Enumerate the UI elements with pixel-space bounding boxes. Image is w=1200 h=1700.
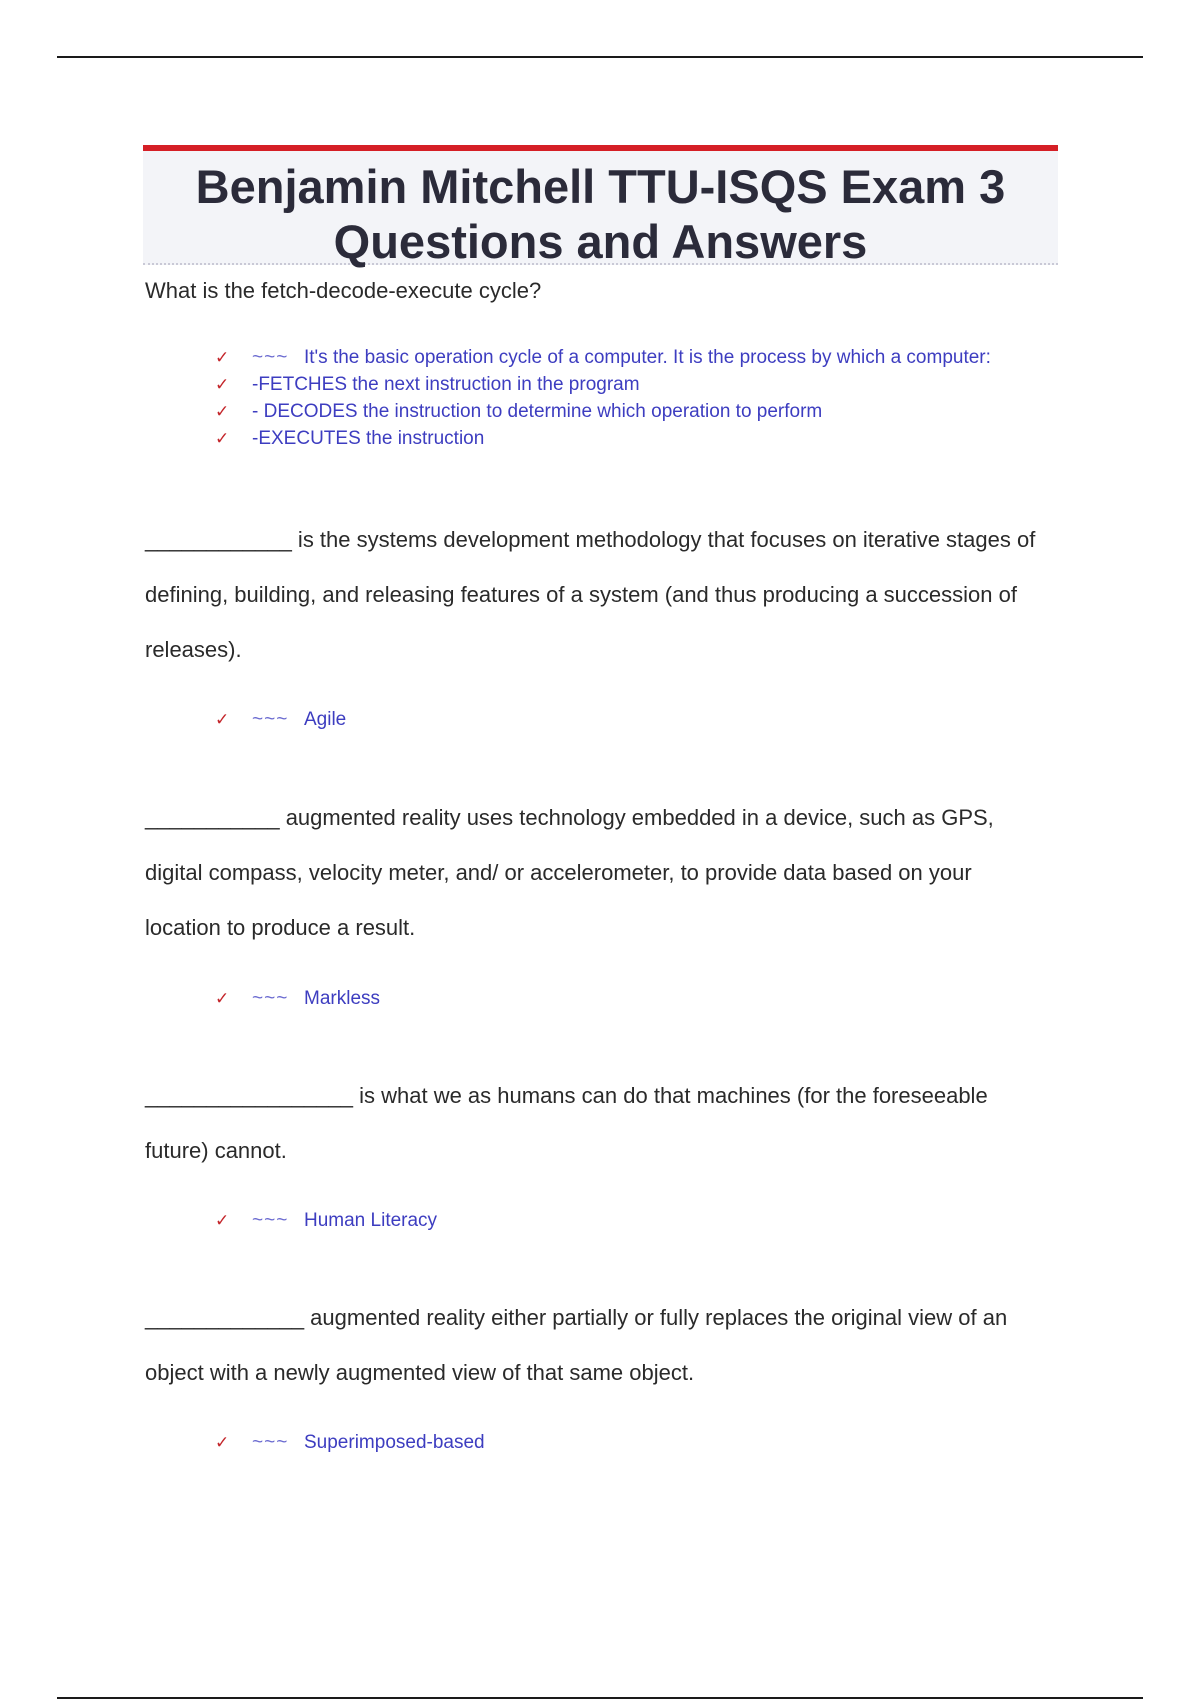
answer-list-4	[215, 1207, 437, 1234]
answer-item	[215, 344, 991, 371]
question-2: ____________ is the systems development methodology that focuses on iterative stages of defining, building, and releasing features of a system (and thus producing a succession of releases).	[145, 527, 1036, 662]
header-rule	[57, 56, 1143, 58]
answer-text: - DECODES the instruction to determine which operation to perform	[252, 400, 823, 422]
answer-item	[215, 398, 991, 425]
check-icon: ✓	[215, 988, 230, 1008]
answer-prefix: ~~~	[252, 708, 289, 730]
check-icon: ✓	[215, 709, 230, 729]
answer-prefix: ~~~	[252, 1431, 289, 1453]
answer-item	[215, 706, 346, 733]
check-icon: ✓	[215, 347, 230, 367]
footer-rule	[57, 1697, 1143, 1699]
check-icon: ✓	[215, 1432, 230, 1452]
check-icon: ✓	[215, 374, 230, 394]
question-3: ___________ augmented reality uses technology embedded in a device, such as GPS, digital compass, velocity meter, and/ or accelerometer, to provide data based on your location to produce a result.	[145, 805, 994, 940]
answer-prefix: ~~~	[252, 346, 289, 368]
answer-prefix: ~~~	[252, 987, 289, 1009]
check-icon: ✓	[215, 428, 230, 448]
answer-prefix: ~~~	[252, 1209, 289, 1231]
answer-text: -EXECUTES the instruction	[252, 427, 485, 449]
answer-list-3	[215, 985, 380, 1012]
answer-text: -FETCHES the next instruction in the program	[252, 373, 640, 395]
answer-text: Agile	[304, 708, 347, 730]
answer-list-1	[215, 344, 991, 452]
question-1: What is the fetch-decode-execute cycle?	[145, 278, 542, 303]
question-5: _____________ augmented reality either partially or fully replaces the original view of an object with a newly augmented view of that same object.	[145, 1305, 1008, 1385]
answer-item	[215, 1207, 437, 1234]
answer-list-2	[215, 706, 346, 733]
answer-item	[215, 985, 380, 1012]
answer-text: Human Literacy	[304, 1209, 438, 1231]
answer-list-5	[215, 1429, 485, 1456]
answer-item	[215, 425, 991, 452]
document-title: Benjamin Mitchell TTU-ISQS Exam 3 Questions and Answers	[195, 160, 1006, 268]
title-banner	[143, 145, 1058, 268]
question-4: _________________ is what we as humans can do that machines (for the foreseeable future) cannot.	[145, 1083, 988, 1163]
answer-item	[215, 1429, 485, 1456]
check-icon: ✓	[215, 1210, 230, 1230]
answer-text: Markless	[304, 987, 381, 1009]
answer-item	[215, 371, 991, 398]
check-icon: ✓	[215, 401, 230, 421]
answer-text: Superimposed-based	[304, 1431, 485, 1453]
answer-text: It's the basic operation cycle of a computer. It is the process by which a computer:	[304, 346, 991, 368]
